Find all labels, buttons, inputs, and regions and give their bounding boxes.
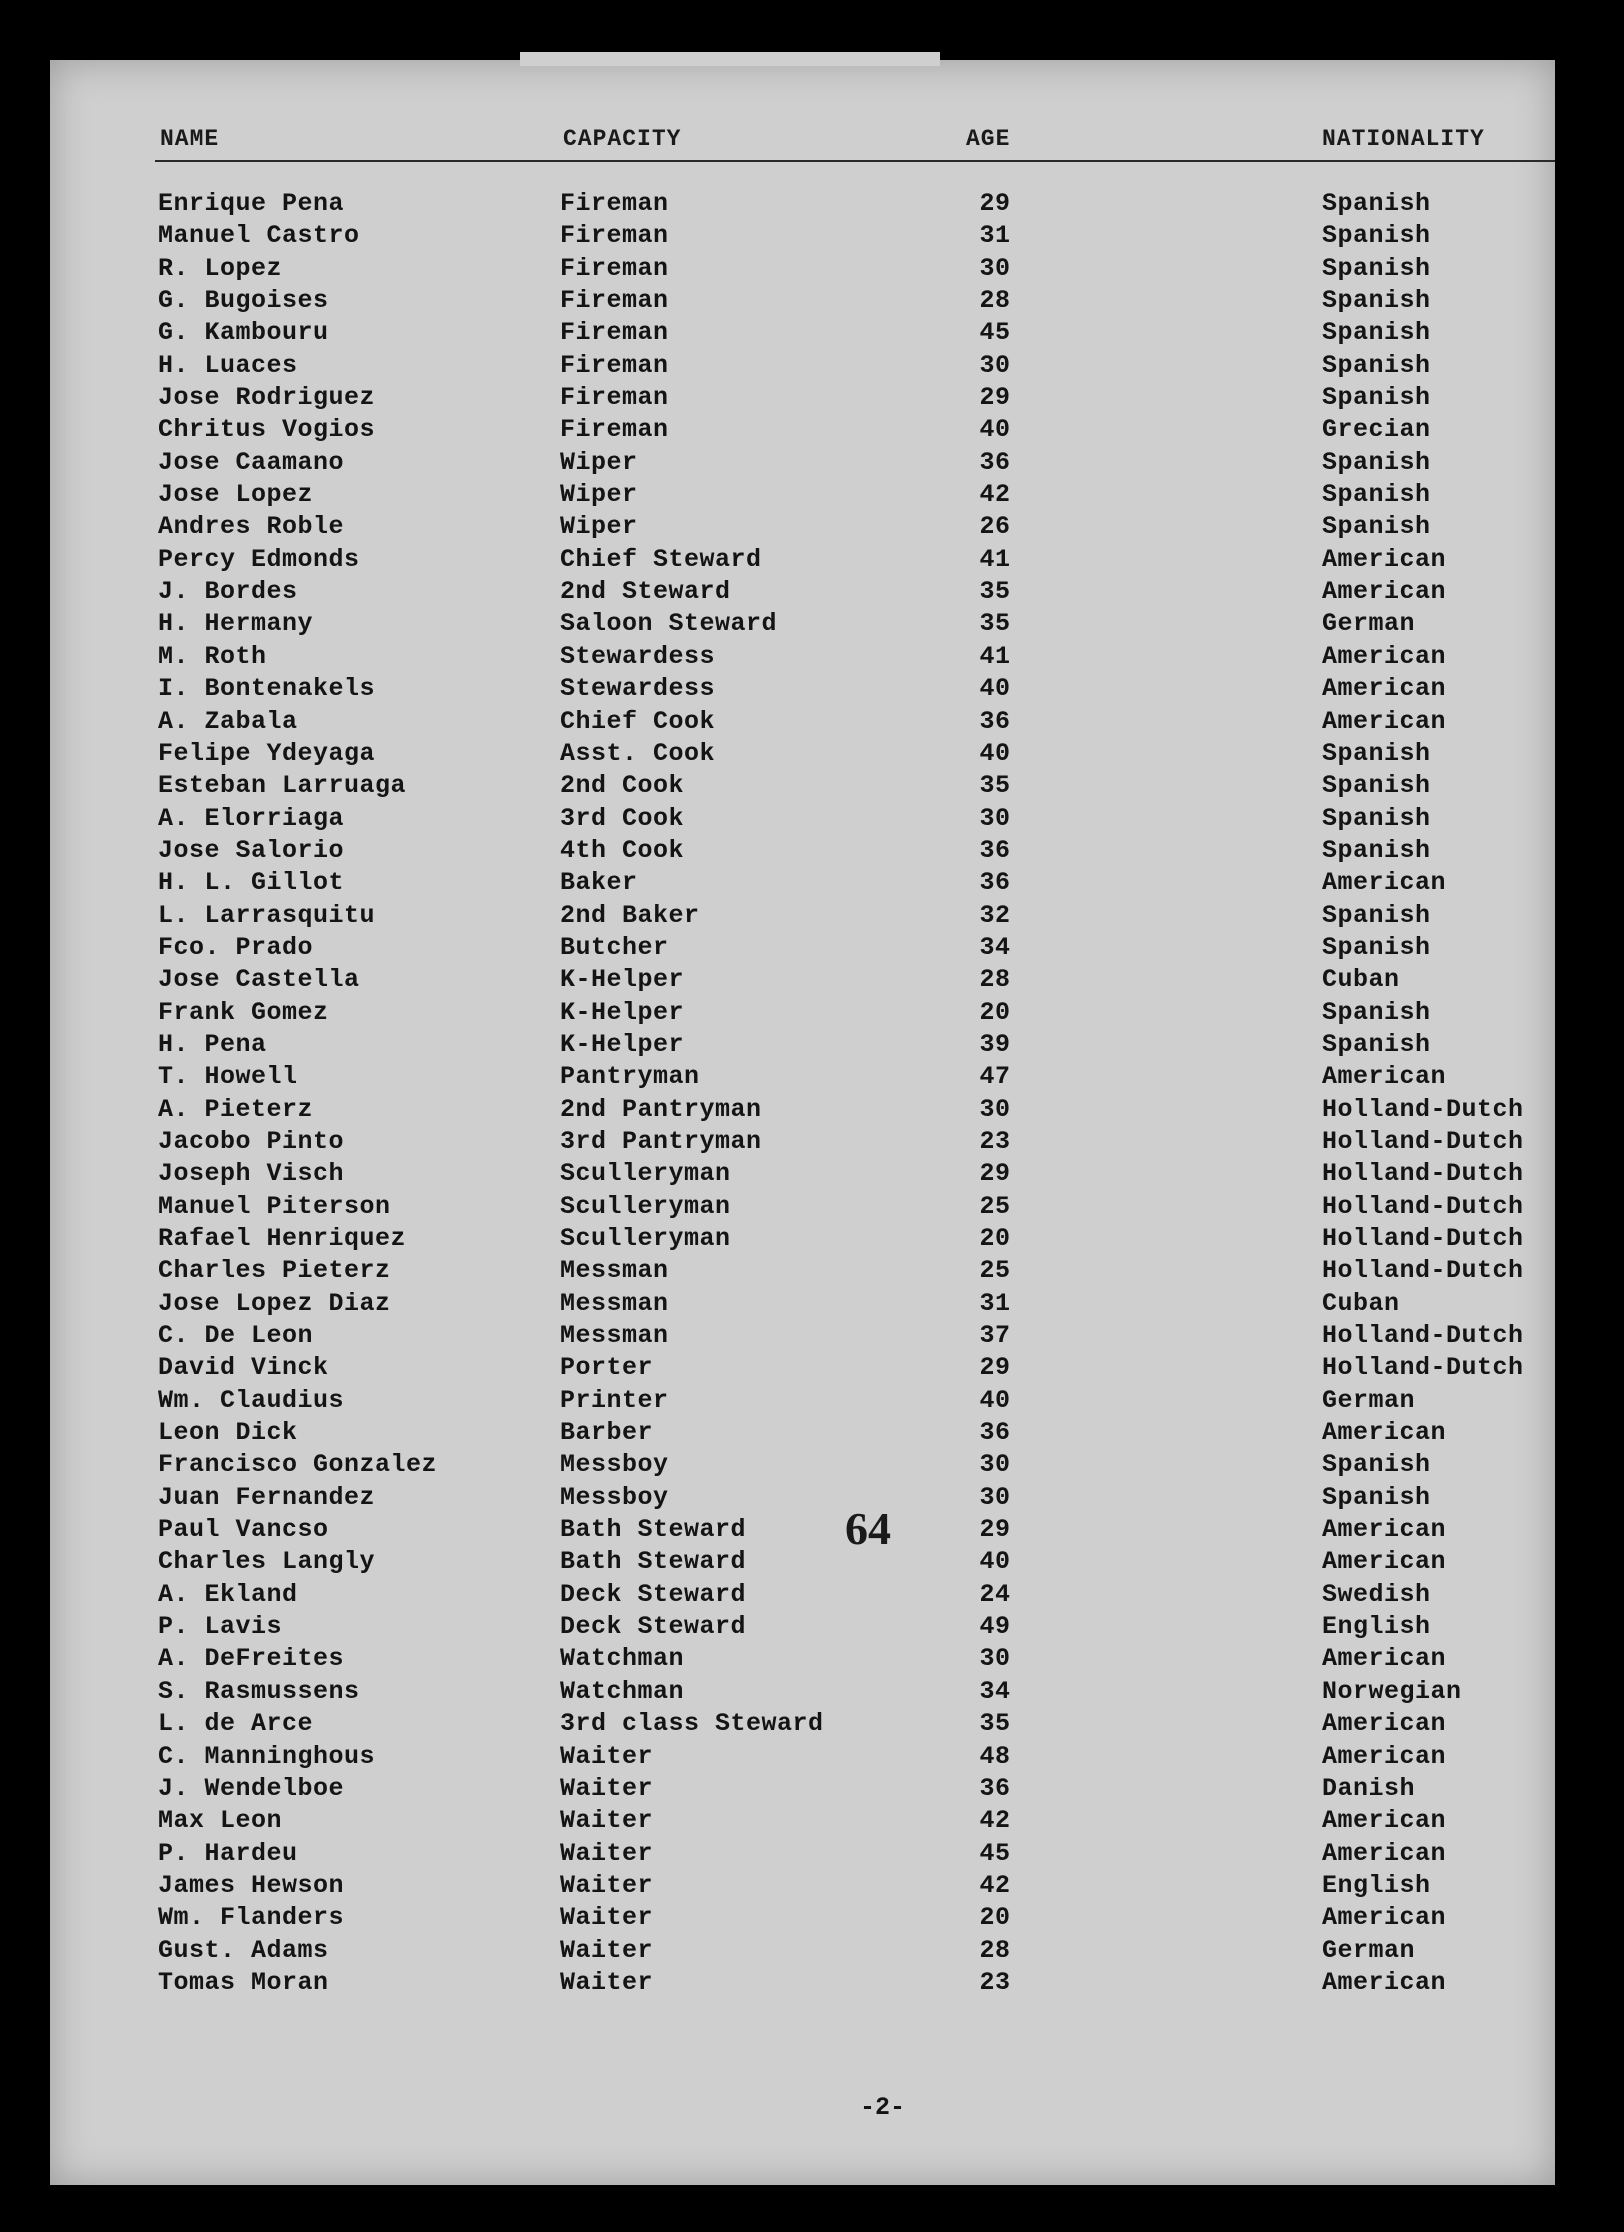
- crew-nationality: Cuban: [1322, 965, 1400, 995]
- table-row: [0, 1483, 1624, 1515]
- crew-age: 41: [979, 544, 1011, 574]
- crew-capacity: Messman: [560, 1256, 669, 1286]
- table-row: [0, 1224, 1624, 1256]
- crew-nationality: German: [1322, 1935, 1416, 1965]
- crew-nationality: American: [1322, 706, 1447, 736]
- table-row: [0, 1450, 1624, 1482]
- crew-capacity: Asst. Cook: [560, 738, 716, 768]
- table-row: [0, 868, 1624, 900]
- table-row: [0, 707, 1624, 739]
- crew-nationality: American: [1322, 1547, 1447, 1577]
- table-row: [0, 933, 1624, 965]
- crew-name: Leon Dick: [158, 1418, 298, 1448]
- crew-nationality: American: [1322, 868, 1447, 898]
- crew-nationality: Spanish: [1322, 318, 1431, 348]
- crew-nationality: Spanish: [1322, 738, 1431, 768]
- table-row: [0, 1418, 1624, 1450]
- crew-capacity: Fireman: [560, 318, 669, 348]
- crew-age: 30: [979, 253, 1011, 283]
- crew-nationality: Spanish: [1322, 803, 1431, 833]
- crew-age: 30: [979, 1450, 1011, 1480]
- crew-name: Max Leon: [158, 1806, 283, 1836]
- crew-capacity: Barber: [560, 1418, 654, 1448]
- crew-capacity: Stewardess: [560, 674, 716, 704]
- crew-name: J. Bordes: [158, 577, 298, 607]
- crew-capacity: Butcher: [560, 932, 669, 962]
- crew-name: Jose Castella: [158, 965, 360, 995]
- crew-nationality: Danish: [1322, 1773, 1416, 1803]
- crew-name: Jacobo Pinto: [158, 1126, 345, 1156]
- crew-nationality: German: [1322, 609, 1416, 639]
- crew-capacity: Waiter: [560, 1935, 654, 1965]
- crew-age: 26: [979, 512, 1011, 542]
- crew-nationality: Spanish: [1322, 771, 1431, 801]
- crew-capacity: Bath Steward: [560, 1547, 747, 1577]
- table-row: [0, 1806, 1624, 1838]
- crew-capacity: Wiper: [560, 480, 638, 510]
- crew-name: Fco. Prado: [158, 932, 314, 962]
- table-row: [0, 1742, 1624, 1774]
- crew-capacity: Pantryman: [560, 1062, 700, 1092]
- crew-capacity: Saloon Steward: [560, 609, 778, 639]
- crew-age: 42: [979, 1806, 1011, 1836]
- crew-nationality: Spanish: [1322, 189, 1431, 218]
- table-row: [0, 901, 1624, 933]
- crew-age: 42: [979, 1870, 1011, 1900]
- crew-capacity: Waiter: [560, 1903, 654, 1933]
- crew-nationality: American: [1322, 1838, 1447, 1868]
- table-row: [0, 448, 1624, 480]
- crew-name: A. Ekland: [158, 1579, 298, 1609]
- crew-capacity: 4th Cook: [560, 835, 685, 865]
- crew-nationality: American: [1322, 544, 1447, 574]
- crew-age: 24: [979, 1579, 1011, 1609]
- crew-name: Esteban Larruaga: [158, 771, 407, 801]
- crew-capacity: K-Helper: [560, 965, 685, 995]
- crew-capacity: Waiter: [560, 1967, 654, 1997]
- crew-nationality: Spanish: [1322, 480, 1431, 510]
- paper-edge: [520, 52, 940, 66]
- crew-age: 30: [979, 350, 1011, 380]
- crew-nationality: Spanish: [1322, 221, 1431, 251]
- crew-nationality: Spanish: [1322, 1029, 1431, 1059]
- crew-nationality: Spanish: [1322, 253, 1431, 283]
- crew-capacity: Deck Steward: [560, 1579, 747, 1609]
- crew-nationality: Spanish: [1322, 997, 1431, 1027]
- crew-name: G. Kambouru: [158, 318, 329, 348]
- crew-nationality: Spanish: [1322, 447, 1431, 477]
- crew-age: 40: [979, 415, 1011, 445]
- crew-capacity: Porter: [560, 1353, 654, 1383]
- crew-name: L. Larrasquitu: [158, 900, 376, 930]
- crew-nationality: Spanish: [1322, 932, 1431, 962]
- table-row: [0, 1612, 1624, 1644]
- table-row: [0, 965, 1624, 997]
- crew-name: A. DeFreites: [158, 1644, 345, 1674]
- crew-name: A. Pieterz: [158, 1094, 314, 1124]
- crew-name: Jose Salorio: [158, 835, 345, 865]
- crew-capacity: 2nd Pantryman: [560, 1094, 762, 1124]
- crew-age: 28: [979, 1935, 1011, 1965]
- crew-name: G. Bugoises: [158, 286, 329, 316]
- crew-name: Gust. Adams: [158, 1935, 329, 1965]
- crew-age: 35: [979, 609, 1011, 639]
- crew-nationality: Holland-Dutch: [1322, 1256, 1524, 1286]
- table-row: [0, 739, 1624, 771]
- crew-name: Charles Pieterz: [158, 1256, 391, 1286]
- crew-capacity: Fireman: [560, 350, 669, 380]
- crew-name: Jose Lopez: [158, 480, 314, 510]
- crew-name: Francisco Gonzalez: [158, 1450, 438, 1480]
- crew-nationality: Spanish: [1322, 1482, 1431, 1512]
- crew-name: H. L. Gillot: [158, 868, 345, 898]
- header-name: NAME: [160, 126, 220, 152]
- crew-age: 30: [979, 1094, 1011, 1124]
- crew-name: H. Luaces: [158, 350, 298, 380]
- table-row: [0, 1677, 1624, 1709]
- crew-capacity: Fireman: [560, 189, 669, 218]
- crew-capacity: Fireman: [560, 253, 669, 283]
- crew-capacity: K-Helper: [560, 1029, 685, 1059]
- crew-capacity: 3rd class Steward: [560, 1709, 824, 1739]
- table-row: [0, 1386, 1624, 1418]
- table-row: [0, 1192, 1624, 1224]
- crew-capacity: Printer: [560, 1385, 669, 1415]
- crew-age: 29: [979, 383, 1011, 413]
- crew-capacity: Sculleryman: [560, 1159, 731, 1189]
- crew-nationality: American: [1322, 1418, 1447, 1448]
- crew-capacity: Fireman: [560, 221, 669, 251]
- crew-age: 45: [979, 318, 1011, 348]
- crew-nationality: Holland-Dutch: [1322, 1353, 1524, 1383]
- table-row: [0, 1644, 1624, 1676]
- crew-age: 35: [979, 577, 1011, 607]
- table-row: [0, 254, 1624, 286]
- table-row: [0, 1256, 1624, 1288]
- crew-name: Wm. Flanders: [158, 1903, 345, 1933]
- crew-capacity: Wiper: [560, 512, 638, 542]
- crew-nationality: German: [1322, 1385, 1416, 1415]
- header-capacity: CAPACITY: [563, 126, 682, 152]
- table-row: [0, 771, 1624, 803]
- crew-nationality: Spanish: [1322, 286, 1431, 316]
- crew-age: 23: [979, 1126, 1011, 1156]
- crew-age: 31: [979, 1288, 1011, 1318]
- crew-name: P. Hardeu: [158, 1838, 298, 1868]
- crew-age: 30: [979, 1482, 1011, 1512]
- crew-age: 25: [979, 1191, 1011, 1221]
- table-row: [0, 1839, 1624, 1871]
- crew-age: 36: [979, 1418, 1011, 1448]
- table-row: [0, 189, 1624, 221]
- crew-nationality: Holland-Dutch: [1322, 1126, 1524, 1156]
- crew-name: Frank Gomez: [158, 997, 329, 1027]
- crew-name: Tomas Moran: [158, 1967, 329, 1997]
- crew-capacity: Waiter: [560, 1838, 654, 1868]
- crew-age: 40: [979, 738, 1011, 768]
- crew-capacity: Waiter: [560, 1773, 654, 1803]
- table-row: [0, 836, 1624, 868]
- crew-nationality: Holland-Dutch: [1322, 1094, 1524, 1124]
- crew-name: Enrique Pena: [158, 189, 345, 218]
- crew-capacity: Fireman: [560, 383, 669, 413]
- crew-capacity: Messman: [560, 1321, 669, 1351]
- crew-name: Manuel Castro: [158, 221, 360, 251]
- crew-name: Charles Langly: [158, 1547, 376, 1577]
- crew-name: James Hewson: [158, 1870, 345, 1900]
- table-row: [0, 318, 1624, 350]
- crew-nationality: English: [1322, 1612, 1431, 1642]
- crew-age: 36: [979, 1773, 1011, 1803]
- table-row: [0, 415, 1624, 447]
- table-row: [0, 1321, 1624, 1353]
- table-row: [0, 383, 1624, 415]
- crew-nationality: Spanish: [1322, 512, 1431, 542]
- crew-nationality: Swedish: [1322, 1579, 1431, 1609]
- table-row: [0, 1936, 1624, 1968]
- table-row: [0, 577, 1624, 609]
- crew-name: Joseph Visch: [158, 1159, 345, 1189]
- table-row: [0, 642, 1624, 674]
- crew-age: 20: [979, 1903, 1011, 1933]
- crew-capacity: Baker: [560, 868, 638, 898]
- crew-capacity: Waiter: [560, 1870, 654, 1900]
- crew-age: 34: [979, 932, 1011, 962]
- table-row: [0, 480, 1624, 512]
- header-age: AGE: [966, 126, 1011, 152]
- crew-capacity: Messboy: [560, 1450, 669, 1480]
- table-row: [0, 1547, 1624, 1579]
- crew-name: Wm. Claudius: [158, 1385, 345, 1415]
- crew-capacity: Stewardess: [560, 641, 716, 671]
- crew-nationality: American: [1322, 1062, 1447, 1092]
- crew-nationality: American: [1322, 577, 1447, 607]
- crew-nationality: English: [1322, 1870, 1431, 1900]
- crew-nationality: American: [1322, 1903, 1447, 1933]
- table-row: [0, 674, 1624, 706]
- crew-age: 29: [979, 1515, 1011, 1545]
- crew-nationality: American: [1322, 641, 1447, 671]
- table-row: [0, 1353, 1624, 1385]
- crew-capacity: 2nd Cook: [560, 771, 685, 801]
- crew-capacity: Sculleryman: [560, 1191, 731, 1221]
- crew-age: 28: [979, 286, 1011, 316]
- table-row: [0, 1159, 1624, 1191]
- table-row: [0, 1515, 1624, 1547]
- table-row: [0, 1030, 1624, 1062]
- crew-name: T. Howell: [158, 1062, 298, 1092]
- crew-age: 28: [979, 965, 1011, 995]
- crew-capacity: Sculleryman: [560, 1224, 731, 1253]
- crew-capacity: Waiter: [560, 1806, 654, 1836]
- crew-age: 35: [979, 771, 1011, 801]
- table-row: [0, 512, 1624, 544]
- crew-nationality: Holland-Dutch: [1322, 1321, 1524, 1351]
- page-stamp: 64: [845, 1503, 891, 1554]
- crew-name: Manuel Piterson: [158, 1191, 391, 1221]
- crew-nationality: Spanish: [1322, 1450, 1431, 1480]
- crew-name: Percy Edmonds: [158, 544, 360, 574]
- crew-nationality: American: [1322, 1806, 1447, 1836]
- crew-name: Felipe Ydeyaga: [158, 738, 376, 768]
- crew-nationality: Spanish: [1322, 835, 1431, 865]
- crew-nationality: Cuban: [1322, 1288, 1400, 1318]
- table-row: [0, 1903, 1624, 1935]
- crew-nationality: Spanish: [1322, 350, 1431, 380]
- crew-name: M. Roth: [158, 641, 267, 671]
- crew-capacity: 2nd Baker: [560, 900, 700, 930]
- crew-capacity: Chief Cook: [560, 706, 716, 736]
- crew-capacity: Messboy: [560, 1482, 669, 1512]
- table-row: [0, 1968, 1624, 2000]
- crew-capacity: Waiter: [560, 1741, 654, 1771]
- table-row: [0, 221, 1624, 253]
- crew-name: Jose Rodriguez: [158, 383, 376, 413]
- table-row: [0, 1580, 1624, 1612]
- crew-age: 37: [979, 1321, 1011, 1351]
- crew-age: 41: [979, 641, 1011, 671]
- crew-age: 40: [979, 1547, 1011, 1577]
- crew-capacity: Watchman: [560, 1676, 685, 1706]
- crew-capacity: Fireman: [560, 286, 669, 316]
- header-nationality: NATIONALITY: [1322, 126, 1485, 152]
- crew-capacity: 3rd Cook: [560, 803, 685, 833]
- crew-age: 36: [979, 868, 1011, 898]
- crew-age: 23: [979, 1967, 1011, 1997]
- crew-name: Jose Lopez Diaz: [158, 1288, 391, 1318]
- crew-age: 47: [979, 1062, 1011, 1092]
- crew-nationality: Spanish: [1322, 900, 1431, 930]
- table-row: [0, 1709, 1624, 1741]
- crew-name: Chritus Vogios: [158, 415, 376, 445]
- crew-age: 20: [979, 997, 1011, 1027]
- crew-age: 29: [979, 1353, 1011, 1383]
- crew-name: H. Pena: [158, 1029, 267, 1059]
- crew-nationality: American: [1322, 1967, 1447, 1997]
- crew-nationality: Holland-Dutch: [1322, 1191, 1524, 1221]
- table-row: [0, 1871, 1624, 1903]
- crew-capacity: Watchman: [560, 1644, 685, 1674]
- crew-name: C. Manninghous: [158, 1741, 376, 1771]
- crew-name: A. Elorriaga: [158, 803, 345, 833]
- table-row: [0, 545, 1624, 577]
- table-row: [0, 804, 1624, 836]
- page-number: -2-: [860, 2093, 906, 2122]
- header-rule: [155, 160, 1555, 162]
- table-row: [0, 1289, 1624, 1321]
- crew-age: 45: [979, 1838, 1011, 1868]
- crew-nationality: Grecian: [1322, 415, 1431, 445]
- table-row: [0, 1774, 1624, 1806]
- crew-nationality: Holland-Dutch: [1322, 1224, 1524, 1253]
- crew-name: Rafael Henriquez: [158, 1224, 407, 1253]
- crew-name: P. Lavis: [158, 1612, 283, 1642]
- crew-name: I. Bontenakels: [158, 674, 376, 704]
- crew-capacity: K-Helper: [560, 997, 685, 1027]
- crew-nationality: Spanish: [1322, 383, 1431, 413]
- crew-capacity: 3rd Pantryman: [560, 1126, 762, 1156]
- table-row: [0, 1095, 1624, 1127]
- crew-name: S. Rasmussens: [158, 1676, 360, 1706]
- table-row: [0, 609, 1624, 641]
- crew-list: [0, 189, 1624, 2000]
- crew-age: 30: [979, 803, 1011, 833]
- crew-nationality: Norwegian: [1322, 1676, 1462, 1706]
- crew-capacity: Wiper: [560, 447, 638, 477]
- crew-name: Jose Caamano: [158, 447, 345, 477]
- crew-name: A. Zabala: [158, 706, 298, 736]
- crew-capacity: Messman: [560, 1288, 669, 1318]
- crew-name: Paul Vancso: [158, 1515, 329, 1545]
- crew-nationality: American: [1322, 1515, 1447, 1545]
- crew-name: C. De Leon: [158, 1321, 314, 1351]
- crew-capacity: Fireman: [560, 415, 669, 445]
- crew-age: 25: [979, 1256, 1011, 1286]
- crew-age: 49: [979, 1612, 1011, 1642]
- crew-capacity: Bath Steward: [560, 1515, 747, 1545]
- crew-age: 35: [979, 1709, 1011, 1739]
- table-row: [0, 1062, 1624, 1094]
- crew-age: 31: [979, 221, 1011, 251]
- table-row: [0, 998, 1624, 1030]
- table-row: [0, 351, 1624, 383]
- crew-name: Juan Fernandez: [158, 1482, 376, 1512]
- crew-nationality: American: [1322, 1709, 1447, 1739]
- crew-capacity: Chief Steward: [560, 544, 762, 574]
- crew-age: 39: [979, 1029, 1011, 1059]
- crew-name: Andres Roble: [158, 512, 345, 542]
- crew-age: 36: [979, 447, 1011, 477]
- crew-nationality: American: [1322, 674, 1447, 704]
- crew-capacity: Deck Steward: [560, 1612, 747, 1642]
- crew-name: David Vinck: [158, 1353, 329, 1383]
- crew-name: H. Hermany: [158, 609, 314, 639]
- crew-age: 36: [979, 835, 1011, 865]
- crew-age: 30: [979, 1644, 1011, 1674]
- table-row: [0, 286, 1624, 318]
- crew-age: 20: [979, 1224, 1011, 1253]
- crew-age: 29: [979, 189, 1011, 218]
- crew-age: 29: [979, 1159, 1011, 1189]
- crew-age: 42: [979, 480, 1011, 510]
- crew-age: 40: [979, 674, 1011, 704]
- crew-age: 36: [979, 706, 1011, 736]
- crew-name: R. Lopez: [158, 253, 283, 283]
- crew-age: 48: [979, 1741, 1011, 1771]
- crew-nationality: American: [1322, 1644, 1447, 1674]
- crew-age: 40: [979, 1385, 1011, 1415]
- crew-nationality: American: [1322, 1741, 1447, 1771]
- crew-age: 32: [979, 900, 1011, 930]
- crew-nationality: Holland-Dutch: [1322, 1159, 1524, 1189]
- crew-age: 34: [979, 1676, 1011, 1706]
- crew-capacity: 2nd Steward: [560, 577, 731, 607]
- crew-name: L. de Arce: [158, 1709, 314, 1739]
- crew-name: J. Wendelboe: [158, 1773, 345, 1803]
- table-row: [0, 1127, 1624, 1159]
